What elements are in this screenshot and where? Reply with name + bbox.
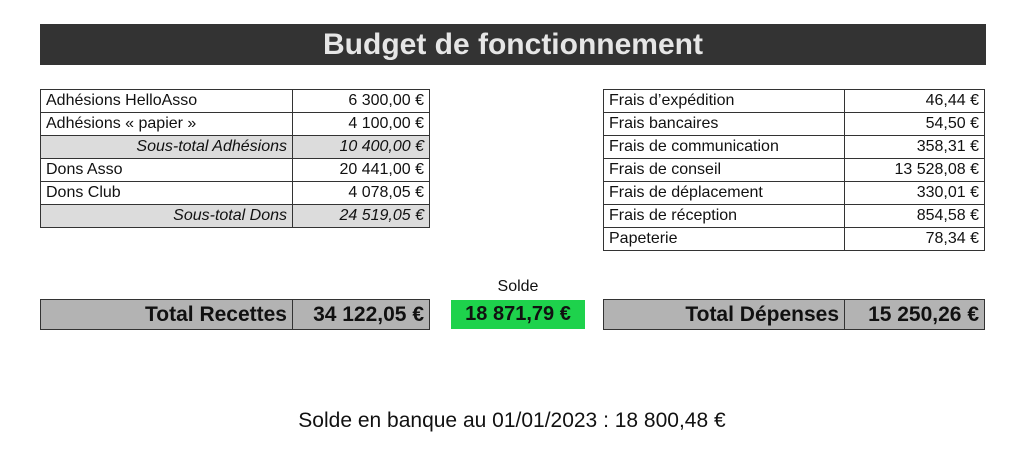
total-recettes-value: 34 122,05 € xyxy=(293,300,430,330)
table-row xyxy=(604,159,985,182)
subtotal-label: Sous-total Adhésions xyxy=(41,136,293,159)
table-row xyxy=(604,136,985,159)
row-label: Adhésions « papier » xyxy=(41,113,293,136)
row-label: Frais de communication xyxy=(604,136,845,159)
recettes-table xyxy=(40,89,430,228)
subtotal-value: 10 400,00 € xyxy=(293,136,430,159)
row-label: Frais de conseil xyxy=(604,159,845,182)
table-row xyxy=(604,182,985,205)
row-label: Dons Asso xyxy=(41,159,293,182)
solde-label: Solde xyxy=(497,278,539,295)
row-value: 6 300,00 € xyxy=(293,90,430,113)
table-row xyxy=(41,113,430,136)
row-value: 78,34 € xyxy=(845,228,985,251)
subtotal-label: Sous-total Dons xyxy=(41,205,293,228)
total-depenses-label: Total Dépenses xyxy=(604,300,845,330)
solde-value: 18 871,79 € xyxy=(451,300,585,329)
row-label: Frais de réception xyxy=(604,205,845,228)
total-recettes-label: Total Recettes xyxy=(41,300,293,330)
row-label: Adhésions HelloAsso xyxy=(41,90,293,113)
row-value: 4 100,00 € xyxy=(293,113,430,136)
row-value: 20 441,00 € xyxy=(293,159,430,182)
row-value: 13 528,08 € xyxy=(845,159,985,182)
row-label: Dons Club xyxy=(41,182,293,205)
table-row xyxy=(41,159,430,182)
table-row xyxy=(604,205,985,228)
row-value: 54,50 € xyxy=(845,113,985,136)
table-row xyxy=(604,228,985,251)
row-value: 46,44 € xyxy=(845,90,985,113)
total-depenses-value: 15 250,26 € xyxy=(845,300,985,330)
depenses-table xyxy=(603,89,985,251)
total-depenses-box xyxy=(603,299,985,330)
subtotal-value: 24 519,05 € xyxy=(293,205,430,228)
row-value: 4 078,05 € xyxy=(293,182,430,205)
row-label: Frais bancaires xyxy=(604,113,845,136)
table-row xyxy=(41,90,430,113)
table-row xyxy=(41,182,430,205)
page-title: Budget de fonctionnement xyxy=(40,24,986,65)
row-label: Frais d’expédition xyxy=(604,90,845,113)
row-value: 330,01 € xyxy=(845,182,985,205)
row-value: 854,58 € xyxy=(845,205,985,228)
bank-balance: Solde en banque au 01/01/2023 : 18 800,48 € xyxy=(298,409,726,432)
row-label: Frais de déplacement xyxy=(604,182,845,205)
subtotal-row xyxy=(41,205,430,228)
table-row xyxy=(604,90,985,113)
row-value: 358,31 € xyxy=(845,136,985,159)
subtotal-row xyxy=(41,136,430,159)
table-row xyxy=(604,113,985,136)
row-label: Papeterie xyxy=(604,228,845,251)
total-recettes-box xyxy=(40,299,430,330)
